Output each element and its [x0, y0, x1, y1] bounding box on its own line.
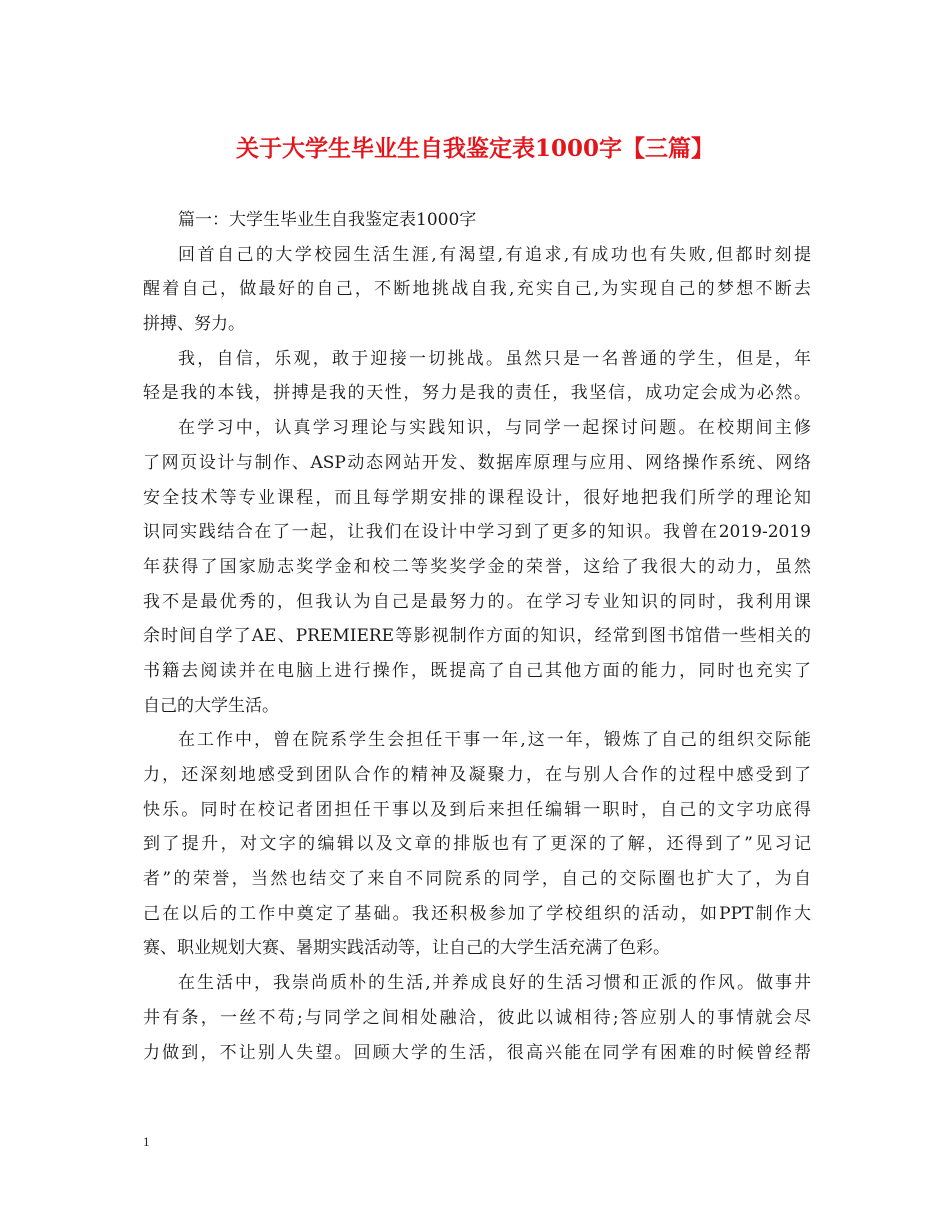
text-line: 安全技术等专业课程，而且每学期安排的课程设计，很好地把我们所学的理论知	[143, 487, 811, 508]
text-line: 己在以后的工作中奠定了基础。我还积极参加了学校组织的活动，如PPT制作大	[143, 903, 811, 924]
text-line: 余时间自学了AE、PREMIERE等影视制作方面的知识，经常到图书馆借一些相关的	[143, 626, 811, 647]
page-number: 1	[143, 1134, 150, 1149]
text-line: 自己的大学生活。	[143, 695, 279, 716]
text-line: 回首自己的大学校园生活生涯,有渴望,有追求,有成功也有失败,但都时刻提	[178, 244, 811, 265]
text-line: 醒着自己，做最好的自己，不断地挑战自我,充实自己,为实现自己的梦想不断去	[143, 279, 811, 300]
text-line: 在生活中，我崇尚质朴的生活,并养成良好的生活习惯和正派的作风。做事井	[178, 973, 811, 994]
text-line: 轻是我的本钱，拼搏是我的天性，努力是我的责任，我坚信，成功定会成为必然。	[143, 383, 811, 404]
text-line: 年获得了国家励志奖学金和校二等奖奖学金的荣誉，这给了我很大的动力，虽然	[143, 556, 811, 577]
text-line: 赛、职业规划大赛、暑期实践活动等，让自己的大学生活充满了色彩。	[143, 938, 670, 959]
text-line: 书籍去阅读并在电脑上进行操作，既提高了自己其他方面的能力，同时也充实了	[143, 660, 811, 681]
text-line: 快乐。同时在校记者团担任干事以及到后来担任编辑一职时，自己的文字功底得	[143, 799, 811, 820]
text-line: 在学习中，认真学习理论与实践知识，与同学一起探讨问题。在校期间主修	[178, 418, 811, 439]
text-line: 井有条，一丝不苟;与同学之间相处融洽，彼此以诚相待;答应别人的事情就会尽	[143, 1007, 811, 1028]
text-line: 到了提升，对文字的编辑以及文章的排版也有了更深的了解，还得到了”见习记	[143, 834, 811, 855]
text-line: 篇一：大学生毕业生自我鉴定表1000字	[178, 210, 477, 230]
document-title: 关于大学生毕业生自我鉴定表1000字【三篇】	[235, 135, 714, 162]
text-line: 我不是最优秀的，但我认为自己是最努力的。在学习专业知识的同时，我利用课	[143, 591, 811, 612]
text-line: 识同实践结合在了一起，让我们在设计中学习到了更多的知识。我曾在2019-2019	[143, 522, 811, 543]
text-line: 拼搏、努力。	[143, 314, 245, 335]
document-body	[143, 203, 811, 1070]
text-line: 我，自信，乐观，敢于迎接一切挑战。虽然只是一名普通的学生，但是，年	[178, 348, 811, 369]
text-line: 力，还深刻地感受到团队合作的精神及凝聚力，在与别人合作的过程中感受到了	[143, 765, 811, 785]
text-line: 者”的荣誉，当然也结交了来自不同院系的同学，自己的交际圈也扩大了，为自	[143, 869, 811, 890]
text-line: 了网页设计与制作、ASP动态网站开发、数据库原理与应用、网络操作系统、网络	[143, 452, 811, 473]
text-line: 在工作中，曾在院系学生会担任干事一年,这一年，锻炼了自己的组织交际能	[178, 730, 811, 751]
text-line: 力做到，不让别人失望。回顾大学的生活，很高兴能在同学有困难的时候曾经帮	[143, 1042, 811, 1063]
